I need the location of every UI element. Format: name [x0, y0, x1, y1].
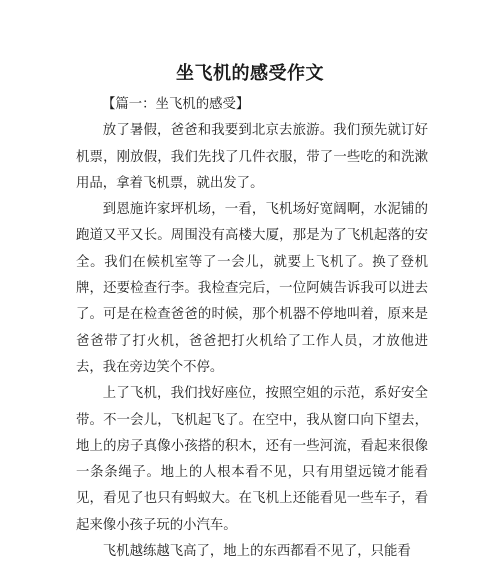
- paragraph-1: 放了暑假，爸爸和我要到北京去旅游。我们预先就订好机票，刚放假，我们先找了几件衣服，带了一些吃的和洗漱用品，拿着飞机票，就出发了。: [76, 123, 428, 191]
- paragraph-3: 上了飞机，我们找好座位，按照空姐的示范，系好安全带。不一会儿，飞机起飞了。在空中，我从窗口向下望去，地上的房子真像小孩搭的积木，还有一些河流，看起来很像一条条绳子。地上的人根本看不见，只有用望远镜才能看见，看见了也只有蚂蚁大。在飞机上还能看见一些车子，看起来像小孩子玩的小汽车。: [76, 386, 428, 533]
- paragraph-4: 飞机越练越飞高了，地上的东西都看不见了，只能看: [102, 544, 411, 560]
- section-heading: 【篇一：坐飞机的感受】: [102, 97, 250, 112]
- document-title: 坐飞机的感受作文: [176, 63, 324, 84]
- paragraph-2: 到恩施许家坪机场，一看，飞机场好宽阔啊，水泥铺的跑道又平又长。周围没有高楼大厦，那是为了飞机起落的安全。我们在候机室等了一会儿，就要上飞机了。换了登机牌，还要检查行李。我检查完后，一位阿姨告诉我可以进去了。可是在检查爸爸的时候，那个机器不停地叫着，原来是爸爸带了打火机，爸爸把打火机给了工作人员，才放他进去，我在旁边笑个不停。: [76, 202, 428, 375]
- document-body: [76, 92, 428, 565]
